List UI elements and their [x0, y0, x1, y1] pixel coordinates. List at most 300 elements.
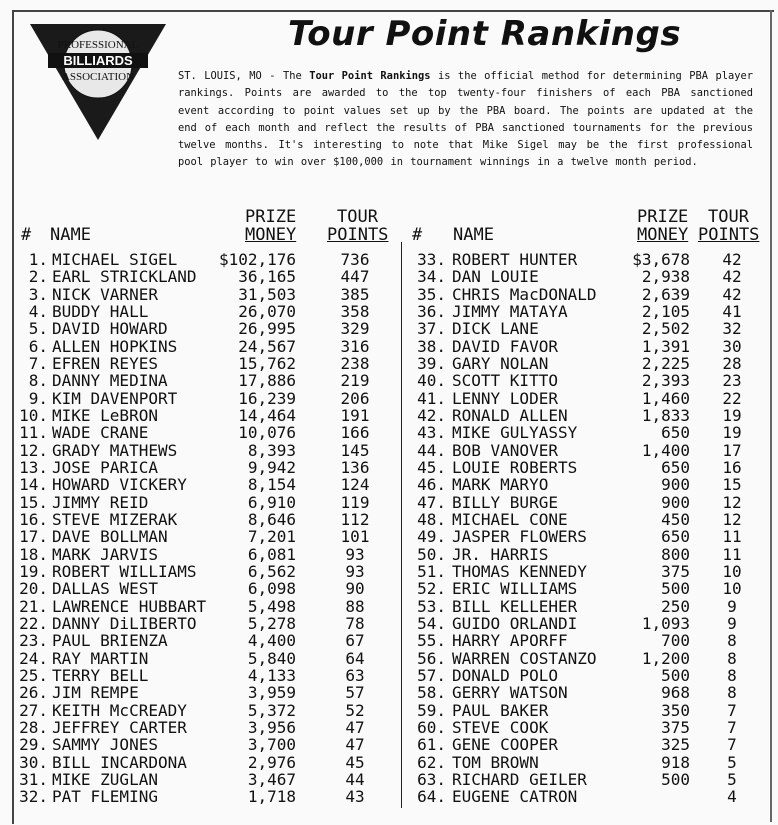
player-name: JIM REMPE — [52, 683, 139, 703]
ranking-row — [402, 511, 772, 528]
ranking-row — [402, 719, 772, 736]
ranking-row — [0, 667, 400, 684]
ranking-row — [0, 442, 400, 459]
tour-points: 16 — [722, 457, 742, 477]
logo-line3: ASSOCIATION — [61, 71, 135, 83]
left-header-prize: PRIZE — [245, 207, 297, 227]
rank-number: 54. — [417, 613, 446, 633]
player-name: WADE CRANE — [52, 423, 149, 443]
player-name: NICK VARNER — [52, 284, 158, 304]
rank-number: 60. — [417, 717, 446, 737]
ranking-row — [402, 442, 772, 459]
player-name: DANNY MEDINA — [52, 371, 168, 391]
ranking-row — [0, 598, 400, 615]
tour-points: 238 — [340, 353, 370, 373]
rank-number: 28. — [19, 717, 48, 737]
player-name: DALLAS WEST — [52, 579, 158, 599]
tour-points: 219 — [340, 371, 370, 391]
player-name: GENE COOPER — [452, 735, 558, 755]
ranking-row — [0, 563, 400, 580]
prize-money: 2,105 — [641, 301, 690, 321]
tour-points: 5 — [727, 769, 737, 789]
rank-number: 40. — [417, 371, 446, 391]
ranking-row — [402, 771, 772, 788]
rank-number: 58. — [417, 683, 446, 703]
player-name: SCOTT KITTO — [452, 371, 558, 391]
tour-points: 19 — [722, 405, 742, 425]
tour-points: 10 — [722, 579, 742, 599]
rank-number: 49. — [417, 527, 446, 547]
prize-money: 2,502 — [641, 319, 690, 339]
ranking-row — [0, 650, 400, 667]
prize-money: 325 — [661, 735, 690, 755]
rank-number: 16. — [19, 509, 48, 529]
rank-number: 52. — [417, 579, 446, 599]
rank-number: 21. — [19, 596, 48, 616]
rank-number: 46. — [417, 475, 446, 495]
rank-number: 6. — [28, 336, 48, 356]
player-name: JOSE PARICA — [52, 457, 158, 477]
rank-number: 9. — [28, 388, 48, 408]
ranking-row — [0, 476, 400, 493]
player-name: MIKE ZUGLAN — [52, 769, 158, 789]
ranking-row — [0, 372, 400, 389]
ranking-row — [0, 286, 400, 303]
rank-number: 53. — [417, 596, 446, 616]
rank-number: 61. — [417, 735, 446, 755]
tour-points: 112 — [340, 509, 370, 529]
tour-points: 9 — [727, 613, 737, 633]
ranking-row — [402, 546, 772, 563]
rank-number: 51. — [417, 561, 446, 581]
tour-points: 124 — [340, 475, 370, 495]
rank-number: 22. — [19, 613, 48, 633]
prize-money: 350 — [661, 700, 690, 720]
prize-money: 2,639 — [641, 284, 690, 304]
tour-points: 316 — [340, 336, 370, 356]
player-name: GUIDO ORLANDI — [452, 613, 578, 633]
ranking-row — [0, 320, 400, 337]
prize-money: 17,886 — [238, 371, 296, 391]
rank-number: 33. — [417, 250, 446, 269]
rank-number: 7. — [28, 353, 48, 373]
rank-number: 31. — [19, 769, 48, 789]
right-header-points: POINTS — [698, 225, 760, 245]
tour-points: 42 — [722, 284, 742, 304]
rank-number: 14. — [19, 475, 48, 495]
prize-money: 6,562 — [247, 561, 296, 581]
prize-money: 500 — [661, 769, 690, 789]
player-name: EUGENE CATRON — [452, 787, 578, 807]
player-name: DAVE BOLLMAN — [52, 527, 168, 547]
tour-points: 736 — [340, 250, 370, 269]
tour-points: 145 — [340, 440, 370, 460]
prize-money: 16,239 — [238, 388, 296, 408]
prize-money: 2,938 — [641, 267, 690, 287]
tour-points: 17 — [722, 440, 742, 460]
left-rankings-list — [0, 251, 400, 806]
tour-points: 11 — [722, 544, 742, 564]
ranking-row — [402, 320, 772, 337]
prize-money: 2,393 — [641, 371, 690, 391]
player-name: JIMMY REID — [52, 492, 149, 512]
prize-money: 700 — [661, 631, 690, 651]
rank-number: 18. — [19, 544, 48, 564]
rank-number: 41. — [417, 388, 446, 408]
ranking-row — [402, 476, 772, 493]
ranking-row — [402, 459, 772, 476]
player-name: LOUIE ROBERTS — [452, 457, 578, 477]
tour-points: 43 — [345, 787, 365, 807]
ranking-row — [0, 788, 400, 805]
ranking-row — [0, 494, 400, 511]
tour-points: 329 — [340, 319, 370, 339]
rank-number: 38. — [417, 336, 446, 356]
ranking-row — [402, 286, 772, 303]
right-header-tour: TOUR — [708, 207, 749, 227]
player-name: EARL STRICKLAND — [52, 267, 197, 287]
tour-points: 7 — [727, 735, 737, 755]
left-header-name: NAME — [50, 225, 91, 245]
ranking-row — [0, 511, 400, 528]
rank-number: 48. — [417, 509, 446, 529]
ranking-row — [402, 355, 772, 372]
player-name: GERRY WATSON — [452, 683, 568, 703]
player-name: BUDDY HALL — [52, 301, 149, 321]
ranking-row — [0, 719, 400, 736]
player-name: ERIC WILLIAMS — [452, 579, 578, 599]
tour-points: 9 — [727, 596, 737, 616]
ranking-row — [0, 546, 400, 563]
right-header-name: NAME — [453, 225, 494, 245]
rank-number: 4. — [28, 301, 48, 321]
prize-money: 5,498 — [247, 596, 296, 616]
rank-number: 25. — [19, 665, 48, 685]
rank-number: 42. — [417, 405, 446, 425]
prize-money: 650 — [661, 423, 690, 443]
player-name: RICHARD GEILER — [452, 769, 587, 789]
player-name: MIKE LeBRON — [52, 405, 158, 425]
prize-money: 5,278 — [247, 613, 296, 633]
tour-points: 12 — [722, 509, 742, 529]
prize-money: 1,460 — [641, 388, 690, 408]
prize-money: 450 — [661, 509, 690, 529]
prize-money: 26,070 — [238, 301, 296, 321]
prize-money: 8,154 — [247, 475, 296, 495]
player-name: KIM DAVENPORT — [52, 388, 178, 408]
tour-points: 64 — [345, 648, 365, 668]
ranking-row — [402, 338, 772, 355]
rank-number: 37. — [417, 319, 446, 339]
player-name: BOB VANOVER — [452, 440, 558, 460]
ranking-row — [402, 580, 772, 597]
prize-money: $3,678 — [632, 250, 690, 269]
prize-money: 3,467 — [247, 769, 296, 789]
player-name: STEVE COOK — [452, 717, 549, 737]
prize-money: 375 — [661, 561, 690, 581]
player-name: HARRY APORFF — [452, 631, 568, 651]
tour-points: 8 — [727, 665, 737, 685]
player-name: DAVID HOWARD — [52, 319, 168, 339]
prize-money: 968 — [661, 683, 690, 703]
prize-money: 918 — [661, 752, 690, 772]
player-name: PAUL BRIENZA — [52, 631, 168, 651]
tour-points: 47 — [345, 735, 365, 755]
player-name: DICK LANE — [452, 319, 539, 339]
rank-number: 57. — [417, 665, 446, 685]
rank-number: 24. — [19, 648, 48, 668]
left-header-tour: TOUR — [337, 207, 378, 227]
prize-money: 9,942 — [247, 457, 296, 477]
prize-money: 3,959 — [247, 683, 296, 703]
rank-number: 3. — [28, 284, 48, 304]
rank-number: 55. — [417, 631, 446, 651]
rank-number: 62. — [417, 752, 446, 772]
ranking-row — [402, 667, 772, 684]
player-name: PAT FLEMING — [52, 787, 158, 807]
player-name: STEVE MIZERAK — [52, 509, 178, 529]
logo-line2: BILLIARDS — [63, 53, 133, 68]
rank-number: 39. — [417, 353, 446, 373]
player-name: MARK MARYO — [452, 475, 549, 495]
ranking-row — [0, 303, 400, 320]
player-name: DAN LOUIE — [452, 267, 539, 287]
intro-bold: Tour Point Rankings — [309, 70, 431, 82]
right-header-prize: PRIZE — [637, 207, 689, 227]
ranking-row — [0, 684, 400, 701]
player-name: RONALD ALLEN — [452, 405, 568, 425]
tour-points: 15 — [722, 475, 742, 495]
prize-money: 5,840 — [247, 648, 296, 668]
intro-body: is the official method for determining PBA player rankings. Points are awarded to the top twenty-four finishers of each PBA sanctioned event according to point values set up by the PBA board. The points are updated at the end of each month and reflect the results of PBA sanctioned tournaments for the previous twelve months. It's interesting to note that Mike Sigel may be the first professional pool player to win over $100,000 in tournament winnings in a twelve month period. — [178, 70, 753, 169]
ranking-row — [0, 702, 400, 719]
rank-number: 15. — [19, 492, 48, 512]
player-name: SAMMY JONES — [52, 735, 158, 755]
rank-number: 20. — [19, 579, 48, 599]
prize-money: 7,201 — [247, 527, 296, 547]
prize-money: 800 — [661, 544, 690, 564]
ranking-row — [402, 390, 772, 407]
prize-money: 2,976 — [247, 752, 296, 772]
tour-points: 28 — [722, 353, 742, 373]
tour-points: 10 — [722, 561, 742, 581]
prize-money: 375 — [661, 717, 690, 737]
ranking-row — [0, 268, 400, 285]
tour-points: 191 — [340, 405, 370, 425]
prize-money: 24,567 — [238, 336, 296, 356]
rank-number: 56. — [417, 648, 446, 668]
rank-number: 2. — [28, 267, 48, 287]
player-name: ALLEN HOPKINS — [52, 336, 178, 356]
tour-points: 206 — [340, 388, 370, 408]
ranking-row — [0, 580, 400, 597]
player-name: DAVID FAVOR — [452, 336, 558, 356]
tour-points: 7 — [727, 700, 737, 720]
tour-points: 358 — [340, 301, 370, 321]
ranking-row — [402, 615, 772, 632]
tour-points: 5 — [727, 752, 737, 772]
rank-number: 34. — [417, 267, 446, 287]
player-name: DANNY DiLIBERTO — [52, 613, 197, 633]
ranking-row — [402, 251, 772, 268]
player-name: ROBERT HUNTER — [452, 250, 578, 269]
tour-points: 8 — [727, 631, 737, 651]
tour-points: 8 — [727, 683, 737, 703]
tour-points: 11 — [722, 527, 742, 547]
tour-points: 22 — [722, 388, 742, 408]
player-name: MIKE GULYASSY — [452, 423, 578, 443]
player-name: BILL INCARDONA — [52, 752, 187, 772]
tour-points: 67 — [345, 631, 365, 651]
ranking-row — [0, 771, 400, 788]
rank-number: 19. — [19, 561, 48, 581]
tour-points: 119 — [340, 492, 370, 512]
logo-line1: PROFESSIONAL — [57, 39, 139, 51]
player-name: GRADY MATHEWS — [52, 440, 178, 460]
tour-points: 30 — [722, 336, 742, 356]
prize-money: 3,956 — [247, 717, 296, 737]
player-name: KEITH McCREADY — [52, 700, 187, 720]
prize-money: 10,076 — [238, 423, 296, 443]
prize-money: 650 — [661, 527, 690, 547]
prize-money: 14,464 — [238, 405, 296, 425]
tour-points: 19 — [722, 423, 742, 443]
tour-points: 88 — [345, 596, 365, 616]
rank-number: 8. — [28, 371, 48, 391]
player-name: CHRIS MacDONALD — [452, 284, 597, 304]
tour-points: 8 — [727, 648, 737, 668]
rank-number: 11. — [19, 423, 48, 443]
tour-points: 12 — [722, 492, 742, 512]
tour-points: 90 — [345, 579, 365, 599]
player-name: THOMAS KENNEDY — [452, 561, 587, 581]
prize-money: 1,400 — [641, 440, 690, 460]
rank-number: 43. — [417, 423, 446, 443]
prize-money: 6,910 — [247, 492, 296, 512]
ranking-row — [0, 390, 400, 407]
player-name: JR. HARRIS — [452, 544, 549, 564]
prize-money: 900 — [661, 492, 690, 512]
right-header-money: MONEY — [637, 225, 689, 245]
rank-number: 30. — [19, 752, 48, 772]
player-name: PAUL BAKER — [452, 700, 549, 720]
ranking-row — [0, 754, 400, 771]
tour-points: 4 — [727, 787, 737, 807]
player-name: JEFFREY CARTER — [52, 717, 187, 737]
ranking-row — [0, 407, 400, 424]
page-title: Tour Point Rankings — [288, 14, 682, 54]
tour-points: 63 — [345, 665, 365, 685]
rank-number: 63. — [417, 769, 446, 789]
player-name: LAWRENCE HUBBART — [52, 596, 207, 616]
tour-points: 166 — [340, 423, 370, 443]
prize-money: 15,762 — [238, 353, 296, 373]
rank-number: 13. — [19, 457, 48, 477]
ranking-row — [0, 615, 400, 632]
prize-money: 500 — [661, 665, 690, 685]
ranking-row — [402, 632, 772, 649]
right-rankings-list — [402, 251, 772, 806]
player-name: DONALD POLO — [452, 665, 558, 685]
prize-money: 900 — [661, 475, 690, 495]
ranking-row — [0, 355, 400, 372]
left-header-money: MONEY — [245, 225, 297, 245]
rank-number: 29. — [19, 735, 48, 755]
ranking-row — [0, 632, 400, 649]
prize-money: $102,176 — [218, 250, 296, 269]
player-name: MARK JARVIS — [52, 544, 158, 564]
tour-points: 32 — [722, 319, 742, 339]
player-name: EFREN REYES — [52, 353, 158, 373]
prize-money: 4,400 — [247, 631, 296, 651]
ranking-row — [402, 494, 772, 511]
intro-paragraph — [178, 68, 753, 172]
player-name: TERRY BELL — [52, 665, 149, 685]
prize-money: 8,646 — [247, 509, 296, 529]
prize-money: 8,393 — [247, 440, 296, 460]
tour-points: 136 — [340, 457, 370, 477]
rank-number: 5. — [28, 319, 48, 339]
ranking-row — [402, 268, 772, 285]
ranking-row — [402, 563, 772, 580]
tour-points: 57 — [345, 683, 365, 703]
rank-number: 59. — [417, 700, 446, 720]
ranking-row — [402, 303, 772, 320]
ranking-row — [402, 754, 772, 771]
ranking-row — [402, 788, 772, 805]
tour-points: 42 — [722, 267, 742, 287]
pba-logo — [28, 22, 168, 142]
rank-number: 47. — [417, 492, 446, 512]
tour-points: 78 — [345, 613, 365, 633]
ranking-row — [0, 528, 400, 545]
prize-money: 6,081 — [247, 544, 296, 564]
rank-number: 17. — [19, 527, 48, 547]
rank-number: 23. — [19, 631, 48, 651]
player-name: MICHAEL CONE — [452, 509, 568, 529]
prize-money: 500 — [661, 579, 690, 599]
prize-money: 250 — [661, 596, 690, 616]
player-name: TOM BROWN — [452, 752, 539, 772]
tour-points: 44 — [345, 769, 365, 789]
ranking-row — [0, 338, 400, 355]
player-name: WARREN COSTANZO — [452, 648, 597, 668]
rank-number: 64. — [417, 787, 446, 807]
tour-points: 41 — [722, 301, 742, 321]
player-name: JASPER FLOWERS — [452, 527, 587, 547]
prize-money: 6,098 — [247, 579, 296, 599]
tour-points: 7 — [727, 717, 737, 737]
rank-number: 26. — [19, 683, 48, 703]
rank-number: 44. — [417, 440, 446, 460]
ranking-row — [402, 372, 772, 389]
player-name: RAY MARTIN — [52, 648, 149, 668]
prize-money: 5,372 — [247, 700, 296, 720]
ranking-row — [402, 407, 772, 424]
ranking-row — [0, 736, 400, 753]
rank-number: 35. — [417, 284, 446, 304]
tour-points: 93 — [345, 544, 365, 564]
player-name: ROBERT WILLIAMS — [52, 561, 197, 581]
rank-number: 50. — [417, 544, 446, 564]
prize-money: 2,225 — [641, 353, 690, 373]
prize-money: 31,503 — [238, 284, 296, 304]
rank-number: 12. — [19, 440, 48, 460]
ranking-row — [402, 598, 772, 615]
player-name: BILL KELLEHER — [452, 596, 578, 616]
right-header-hash: # — [412, 225, 423, 245]
ranking-row — [0, 251, 400, 268]
